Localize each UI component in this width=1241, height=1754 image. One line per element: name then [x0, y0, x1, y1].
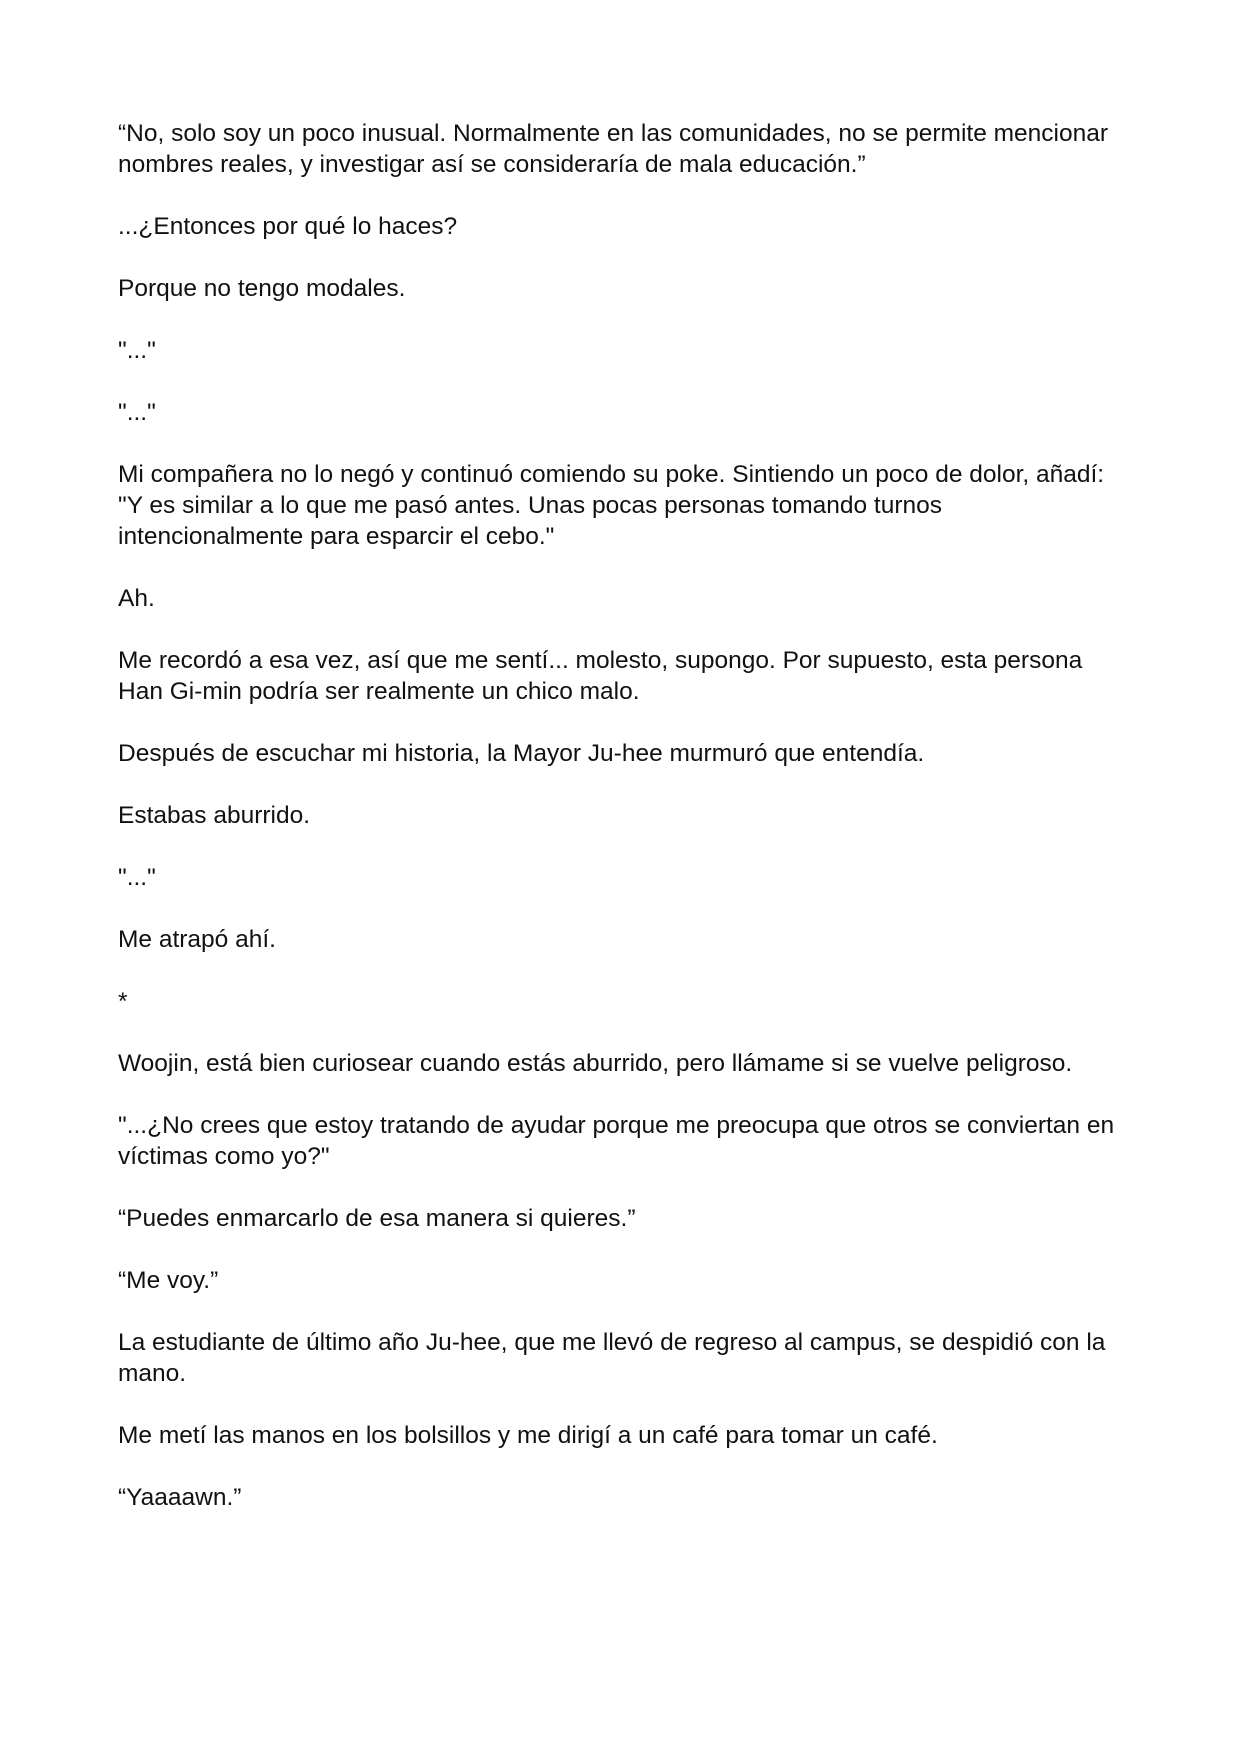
paragraph: "..."	[118, 864, 156, 891]
paragraph: Woojin, está bien curiosear cuando estás aburrido, pero llámame si se vuelve peligroso.	[118, 1050, 1073, 1077]
paragraph: Después de escuchar mi historia, la Mayor Ju-hee murmuró que entendía.	[118, 740, 925, 767]
paragraph: "..."	[118, 337, 156, 364]
paragraph: Porque no tengo modales.	[118, 275, 406, 302]
paragraph: Me recordó a esa vez, así que me sentí... molesto, supongo. Por supuesto, esta persona Han Gi-min podría ser realmente un chico malo.	[118, 647, 1090, 705]
paragraph: Me atrapó ahí.	[118, 926, 276, 953]
paragraph: "..."	[118, 399, 156, 426]
document-body	[118, 118, 1128, 1544]
paragraph: La estudiante de último año Ju-hee, que me llevó de regreso al campus, se despidió con la mano.	[118, 1329, 1113, 1387]
paragraph: Estabas aburrido.	[118, 802, 311, 829]
paragraph: Mi compañera no lo negó y continuó comiendo su poke. Sintiendo un poco de dolor, añadí: "Y es similar a lo que me pasó antes. Unas pocas personas tomando turnos intencionalmente para esparcir el cebo."	[118, 461, 1111, 550]
paragraph: "...¿No crees que estoy tratando de ayudar porque me preocupa que otros se conviertan en víctimas como yo?"	[118, 1112, 1121, 1170]
paragraph: Ah.	[118, 585, 155, 612]
paragraph: “No, solo soy un poco inusual. Normalmente en las comunidades, no se permite mencionar nombres reales, y investigar así se consideraría de mala educación.”	[118, 120, 1115, 178]
paragraph: “Yaaaawn.”	[118, 1484, 242, 1511]
paragraph: ...¿Entonces por qué lo haces?	[118, 213, 458, 240]
paragraph: Me metí las manos en los bolsillos y me dirigí a un café para tomar un café.	[118, 1422, 938, 1449]
paragraph: “Me voy.”	[118, 1267, 219, 1294]
section-break: *	[118, 988, 128, 1015]
paragraph: “Puedes enmarcarlo de esa manera si quieres.”	[118, 1205, 636, 1232]
